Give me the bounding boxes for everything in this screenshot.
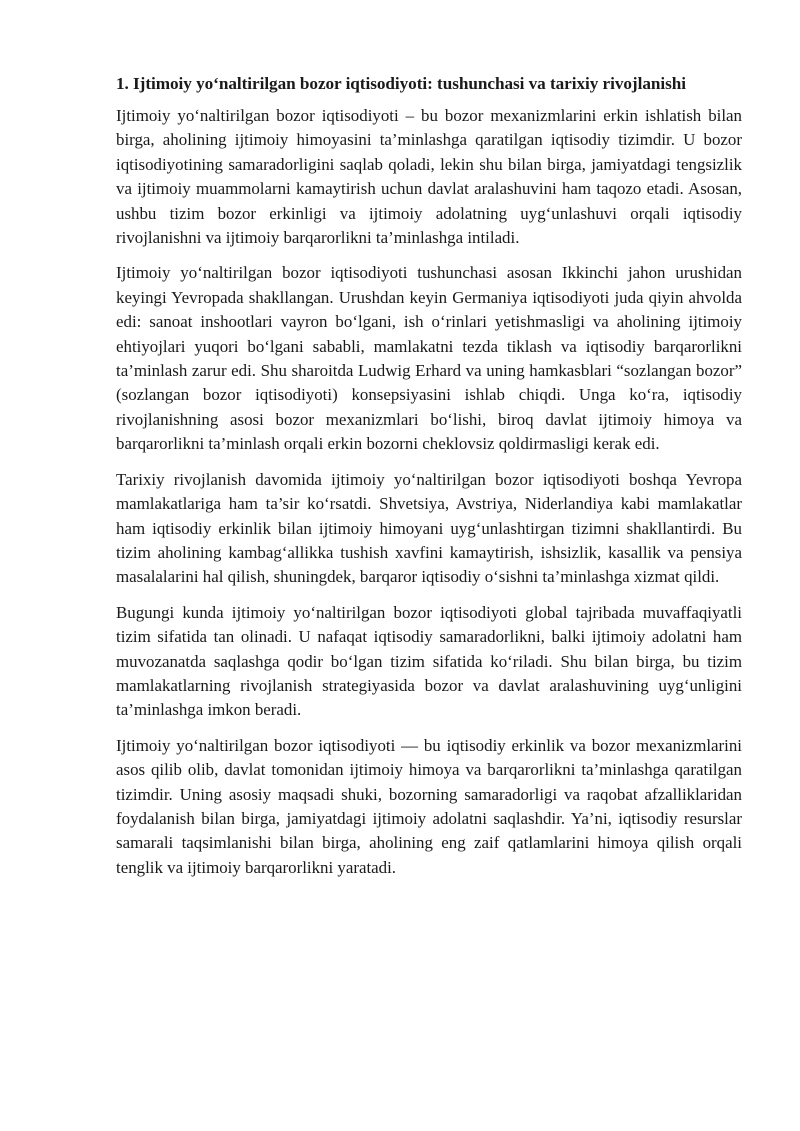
paragraph-summary: Ijtimoiy yo‘naltirilgan bozor iqtisodiyoti — bu iqtisodiy erkinlik va bozor mexanizmlarini asos qilib olib, davlat tomonidan ijtimoiy himoya va barqarorlikni ta’minlashga qaratilgan tizimdir. Uning asosiy maqsadi shuki, bozorning samaradorligi va raqobat afzalliklaridan foydalanish bilan birga, jamiyatdagi ijtimoiy adolatni saqlashdir. Ya’ni, iqtisodiy resurslar samarali taqsimlanishi bilan birga, aholining eng zaif qatlamlarini himoya qilish orqali tenglik va ijtimoiy barqarorlikni yaratadi. [116, 735, 742, 877]
paragraph-historical-spread: Tarixiy rivojlanish davomida ijtimoiy yo‘naltirilgan bozor iqtisodiyoti boshqa Yevropa mamlakatlariga ham ta’sir ko‘rsatdi. Shvetsiya, Avstriya, Niderlandiya kabi mamlakatlar ham iqtisodiy erkinlik bilan ijtimoiy himoyani uyg‘unlashtirgan tizimni shakllantirdi. Bu tizim aholining kambag‘allikka tushish xavfini kamaytirish, ishsizlik, kasallik va pensiya masalalarini hal qilish, shuningdek, barqaror iqtisodiy o‘sishni ta’minlashga xizmat qildi. [116, 469, 742, 587]
paragraph-today: Bugungi kunda ijtimoiy yo‘naltirilgan bozor iqtisodiyoti global tajribada muvaffaqiyatli tizim sifatida tan olinadi. U nafaqat iqtisodiy samaradorlikni, balki ijtimoiy adolatni ham muvozanatda saqlashga qodir bo‘lgan tizim sifatida ko‘riladi. Shu bilan birga, bu tizim mamlakatlarning rivojlanish strategiyasida bozor va davlat aralashuvining uyg‘unligini ta’minlashga imkon beradi. [116, 602, 742, 720]
document-page [116, 72, 742, 891]
paragraph-origins: Ijtimoiy yo‘naltirilgan bozor iqtisodiyoti tushunchasi asosan Ikkinchi jahon urushidan keyingi Yevropada shakllangan. Urushdan keyin Germaniya iqtisodiyoti juda qiyin ahvolda edi: sanoat inshootlari vayron bo‘lgani, ish o‘rinlari yetishmasligi va aholining ijtimoiy ehtiyojlari yuqori bo‘lgani sababli, mamlakatni tezda tiklash va iqtisodiy barqarorlikni ta’minlash zarur edi. Shu sharoitda Ludwig Erhard va uning hamkasblari “sozlangan bozor” (sozlangan bozor iqtisodiyoti) konsepsiyasini ishlab chiqdi. Unga ko‘ra, iqtisodiy rivojlanishning asosi bozor mexanizmlari bo‘lishi, biroq davlat ijtimoiy himoya va barqarorlikni ta’minlash orqali erkin bozorni cheklovsiz qoldirmasligi kerak edi. [116, 263, 742, 454]
section-heading: 1. Ijtimoiy yo‘naltirilgan bozor iqtisodiyoti: tushunchasi va tarixiy rivojlanishi [116, 74, 686, 93]
paragraph-definition: Ijtimoiy yo‘naltirilgan bozor iqtisodiyoti – bu bozor mexanizmlarini erkin ishlatish bilan birga, aholining ijtimoiy himoyasini ta’minlashga qaratilgan iqtisodiy tizimdir. U bozor iqtisodiyotining samaradorligini saqlab qoladi, lekin shu bilan birga, jamiyatdagi tengsizlik va ijtimoiy muammolarni kamaytirish uchun davlat aralashuvini ham taqozo etadi. Asosan, ushbu tizim bozor erkinligi va ijtimoiy adolatning uyg‘unlashuvi orqali iqtisodiy rivojlanishni va ijtimoiy barqarorlikni ta’minlashga intiladi. [116, 106, 742, 248]
